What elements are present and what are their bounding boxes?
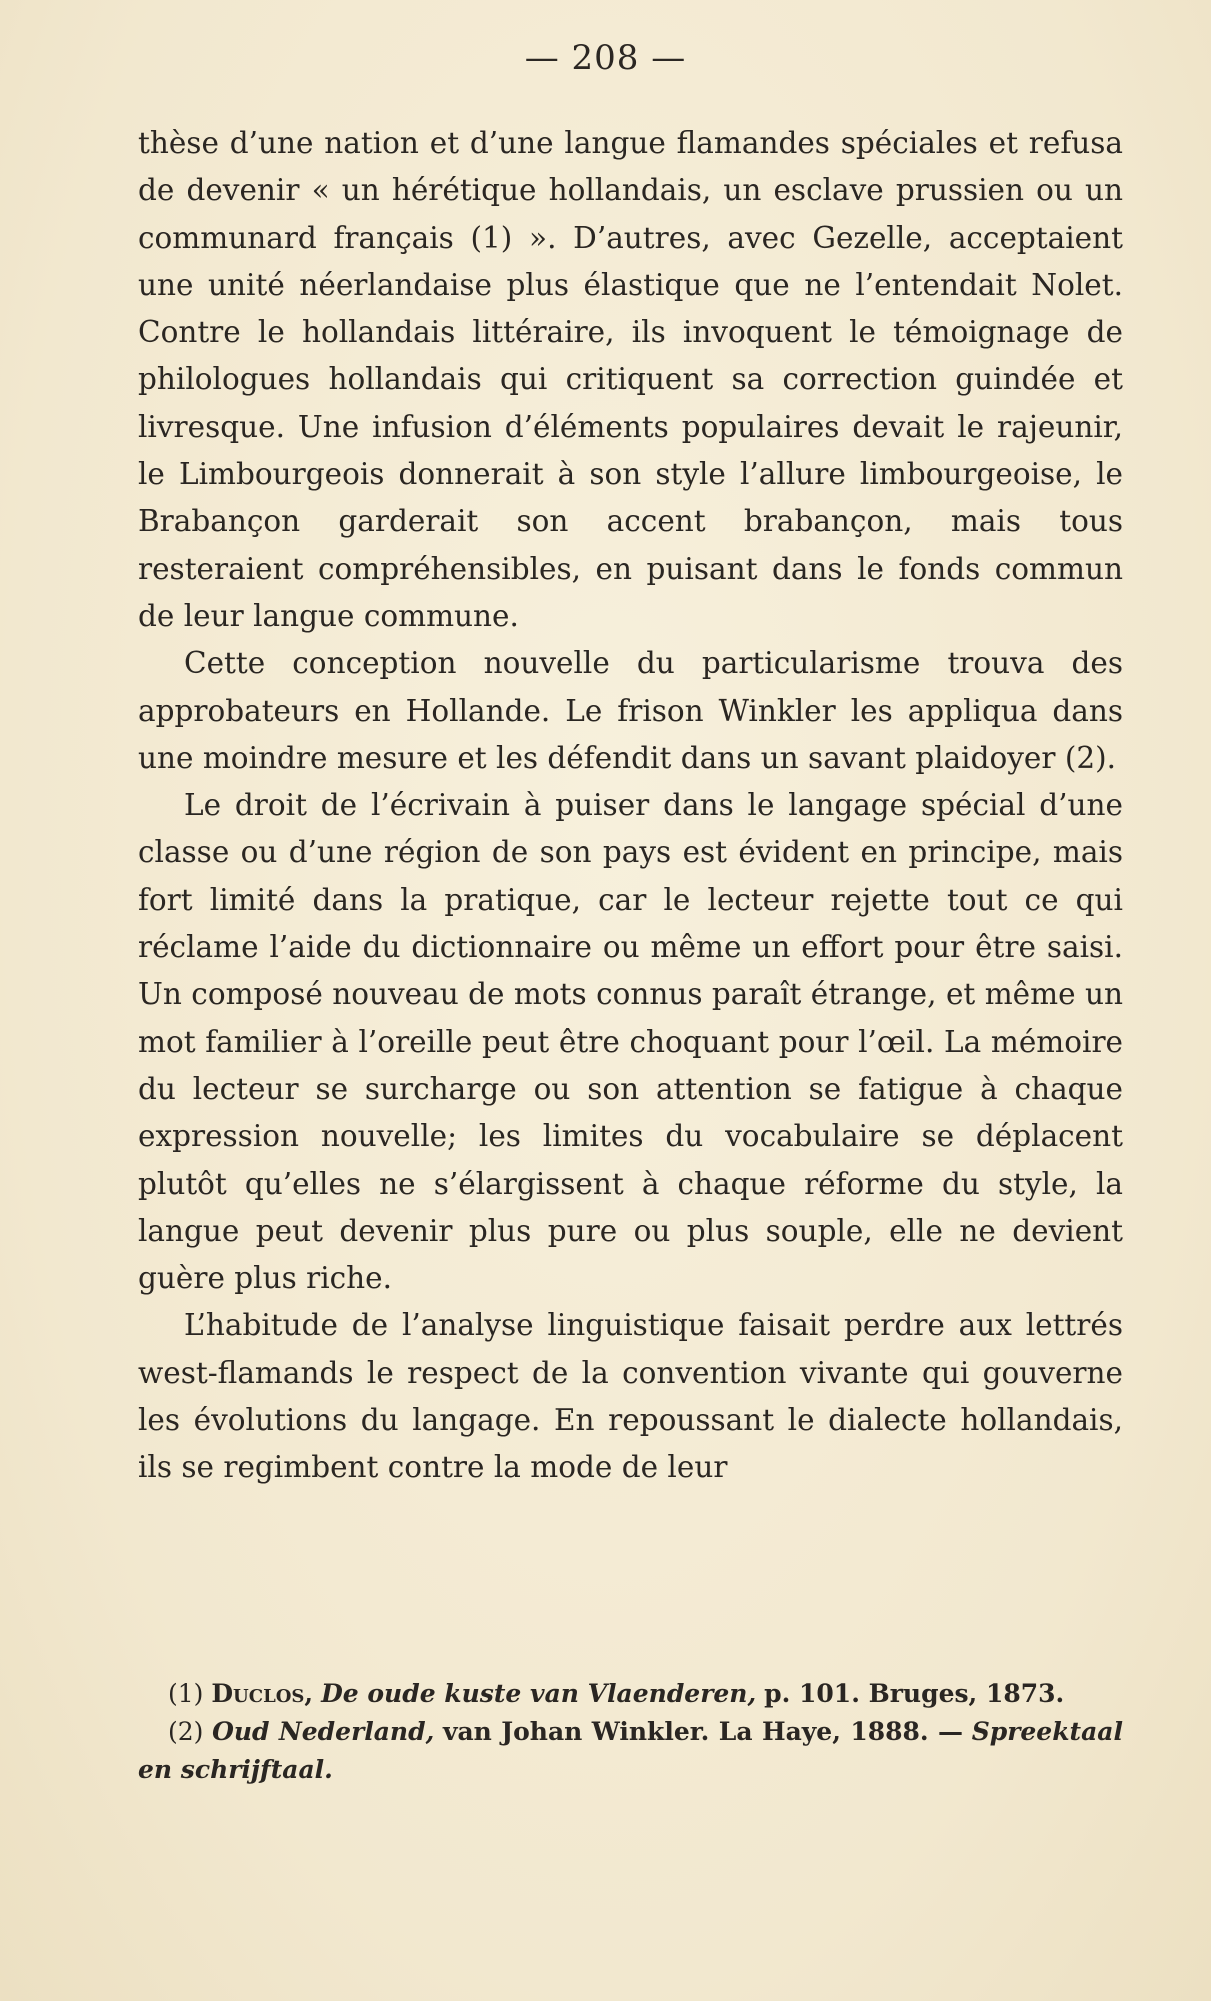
footnote-marker: (1): [168, 1679, 204, 1708]
footnote-2: [138, 1713, 1123, 1789]
footnote-title: Oud Nederland,: [212, 1717, 435, 1746]
body-text: [138, 120, 1123, 1492]
paragraph-4: L’habitude de l’analyse linguistique faisait perdre aux lettrés west-flamands le respect de la convention vivante qui gouverne les évolutions du langage. En repoussant le dialecte hollandais, ils se regimbent contre la mode de leur: [138, 1308, 1123, 1485]
footnotes: [138, 1675, 1123, 1789]
footnote-1: [138, 1675, 1123, 1713]
footnote-title: De oude kuste van Vlaenderen,: [321, 1679, 757, 1708]
page-number: — 208 —: [524, 38, 687, 78]
paragraph-1: thèse d’une nation et d’une langue flamandes spéciales et refusa de devenir « un hérétique hollandais, un esclave prussien ou un communard français (1) ». D’autres, avec Gezelle, acceptaient une unité néerlandaise plus élastique que ne l’entendait Nolet. Contre le hollandais littéraire, ils invoquent le témoignage de philologues hollandais qui critiquent sa correction guindée et livresque. Une infusion d’éléments populaires devait le rajeunir, le Limbourgeois donnerait à son style l’allure limbourgeoise, le Brabançon garderait son accent brabançon, mais tous resteraient compréhensibles, en puisant dans le fonds commun de leur langue commune.: [138, 126, 1123, 633]
footnote-details: van Johan Winkler. La Haye, 1888. —: [442, 1717, 964, 1746]
footnote-marker: (2): [168, 1717, 204, 1746]
paragraph-2: Cette conception nouvelle du particularisme trouva des approbateurs en Hollande. Le frison Winkler les appliqua dans une moindre mesure et les défendit dans un savant plaidoyer (2).: [138, 646, 1123, 775]
paragraph-3: Le droit de l’écrivain à puiser dans le langage spécial d’une classe ou d’une région de son pays est évident en principe, mais fort limité dans la pratique, car le lecteur rejette tout ce qui réclame l’aide du dictionnaire ou même un effort pour être saisi. Un composé nouveau de mots connus paraît étrange, et même un mot familier à l’oreille peut être choquant pour l’œil. La mémoire du lecteur se surcharge ou son attention se fatigue à chaque expression nouvelle; les limites du vocabulaire se déplacent plutôt qu’elles ne s’élargissent à chaque réforme du style, la langue peut devenir plus pure ou plus souple, elle ne devient guère plus riche.: [138, 788, 1123, 1296]
footnote-details: p. 101. Bruges, 1873.: [764, 1679, 1065, 1708]
footnote-author: Duclos,: [211, 1679, 314, 1708]
footnote-title-secondary: Spreektaal en schrijftaal.: [138, 1717, 1123, 1784]
